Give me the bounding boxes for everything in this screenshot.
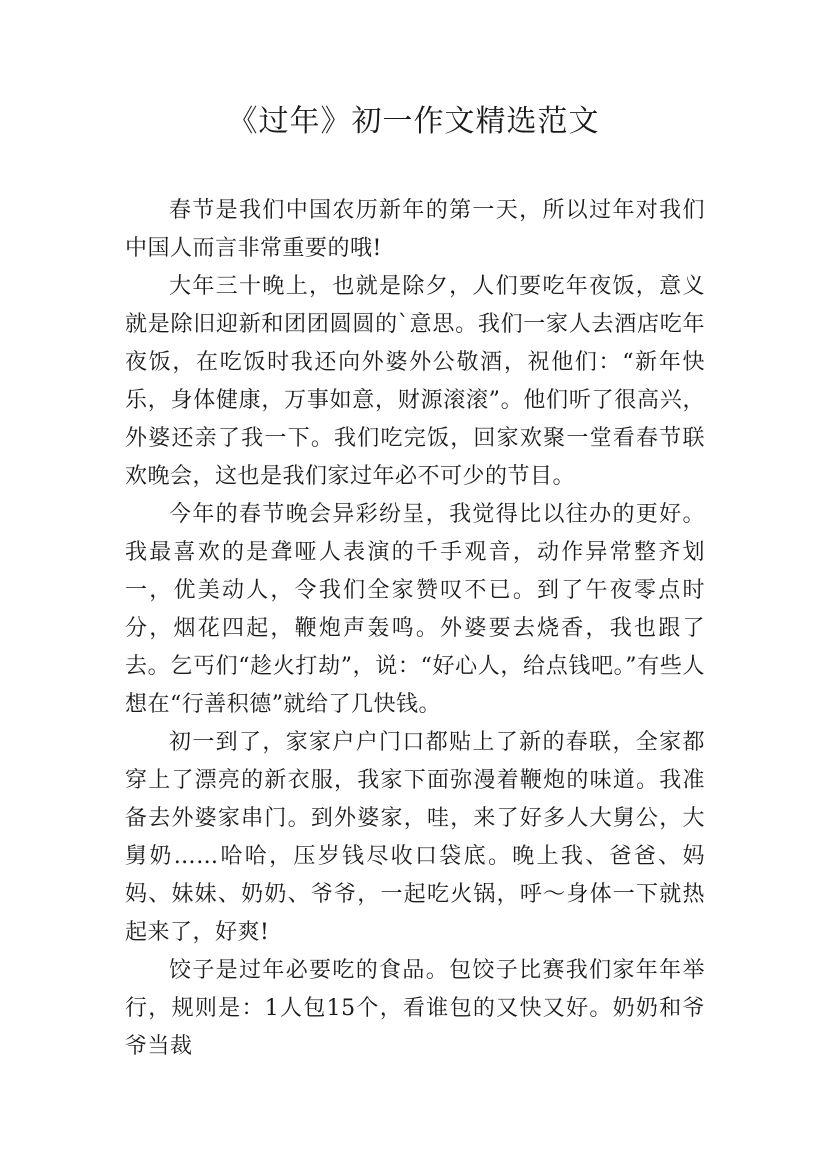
paragraph: 今年的春节晚会异彩纷呈，我觉得比以往办的更好。我最喜欢的是聋哑人表演的千手观音，动作异常整齐划一，优美动人，令我们全家赞叹不已。到了午夜零点时分，烟花四起，鞭炮声轰鸣。外婆要去烧香，我也跟了去。乞丐们“趁火打劫”，说：“好心人，给点钱吧。”有些人想在“行善积德”就给了几快钱。 (125, 502, 705, 717)
document-title: 《过年》初一作文精选范文 (227, 104, 600, 139)
document-body (125, 192, 705, 1066)
paragraph: 初一到了，家家户户门口都贴上了新的春联，全家都穿上了漂亮的新衣服，我家下面弥漫着鞭炮的味道。我准备去外婆家串门。到外婆家，哇，来了好多人大舅公，大舅奶……哈哈，压岁钱尽收口袋底。晚上我、爸爸、妈妈、妹妹、奶奶、爷爷，一起吃火锅，呼～身体一下就热起来了，好爽! (125, 730, 705, 945)
paragraph: 大年三十晚上，也就是除夕，人们要吃年夜饭，意义就是除旧迎新和团团圆圆的`意思。我们一家人去酒店吃年夜饭，在吃饭时我还向外婆外公敬酒，祝他们：“新年快乐，身体健康，万事如意，财源滚滚”。他们听了很高兴，外婆还亲了我一下。我们吃完饭，回家欢聚一堂看春节联欢晚会，这也是我们家过年必不可少的节目。 (125, 274, 705, 489)
paragraph: 饺子是过年必要吃的食品。包饺子比赛我们家年年举行，规则是：1人包15个，看谁包的又快又好。奶奶和爷爷当裁 (125, 958, 705, 1059)
paragraph: 春节是我们中国农历新年的第一天，所以过年对我们中国人而言非常重要的哦! (125, 198, 705, 261)
